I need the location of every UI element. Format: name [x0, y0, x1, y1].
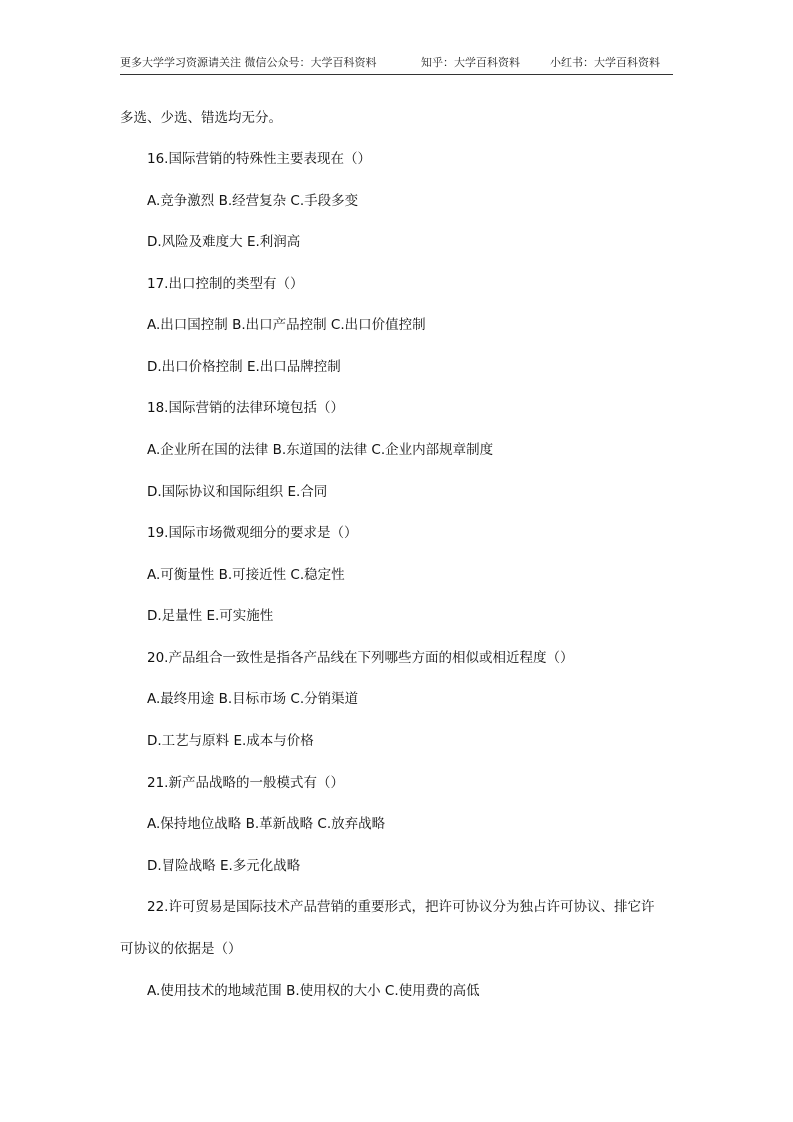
question-16-options-abc: A.竞争激烈 B.经营复杂 C.手段多变	[147, 193, 359, 209]
question-20-options-abc: A.最终用途 B.目标市场 C.分销渠道	[147, 691, 359, 707]
question-18: 18.国际营销的法律环境包括（）	[147, 400, 344, 416]
question-22-continued: 可协议的依据是（）	[120, 941, 242, 957]
question-22: 22.许可贸易是国际技术产品营销的重要形式，把许可协议分为独占许可协议、排它许	[147, 899, 655, 915]
question-17-options-de: D.出口价格控制 E.出口品牌控制	[147, 359, 341, 375]
question-20-options-de: D.工艺与原料 E.成本与价格	[147, 733, 314, 749]
question-19-options-de: D.足量性 E.可实施性	[147, 608, 274, 624]
question-18-options-abc: A.企业所在国的法律 B.东道国的法律 C.企业内部规章制度	[147, 442, 494, 458]
question-21-options-de: D.冒险战略 E.多元化战略	[147, 858, 301, 874]
question-21-options-abc: A.保持地位战略 B.革新战略 C.放弃战略	[147, 816, 386, 832]
question-22-options-abc: A.使用技术的地域范围 B.使用权的大小 C.使用费的高低	[147, 983, 480, 999]
page-header	[120, 52, 673, 75]
header-zhihu-note: 知乎：大学百科资料	[421, 56, 520, 69]
question-16-options-de: D.风险及难度大 E.利润高	[147, 234, 301, 250]
question-20: 20.产品组合一致性是指各产品线在下列哪些方面的相似或相近程度（）	[147, 650, 574, 666]
question-19-options-abc: A.可衡量性 B.可接近性 C.稳定性	[147, 567, 345, 583]
question-17-options-abc: A.出口国控制 B.出口产品控制 C.出口价值控制	[147, 317, 426, 333]
question-16: 16.国际营销的特殊性主要表现在（）	[147, 151, 371, 167]
question-21: 21.新产品战略的一般模式有（）	[147, 775, 344, 791]
question-17: 17.出口控制的类型有（）	[147, 276, 304, 292]
header-wechat-note: 更多大学学习资源请关注 微信公众号：大学百科资料	[120, 56, 377, 69]
question-19: 19.国际市场微观细分的要求是（）	[147, 525, 358, 541]
header-xiaohongshu-note: 小红书：大学百科资料	[550, 56, 660, 69]
question-18-options-de: D.国际协议和国际组织 E.合同	[147, 484, 328, 500]
instruction-text: 多选、少选、错选均无分。	[120, 110, 282, 126]
